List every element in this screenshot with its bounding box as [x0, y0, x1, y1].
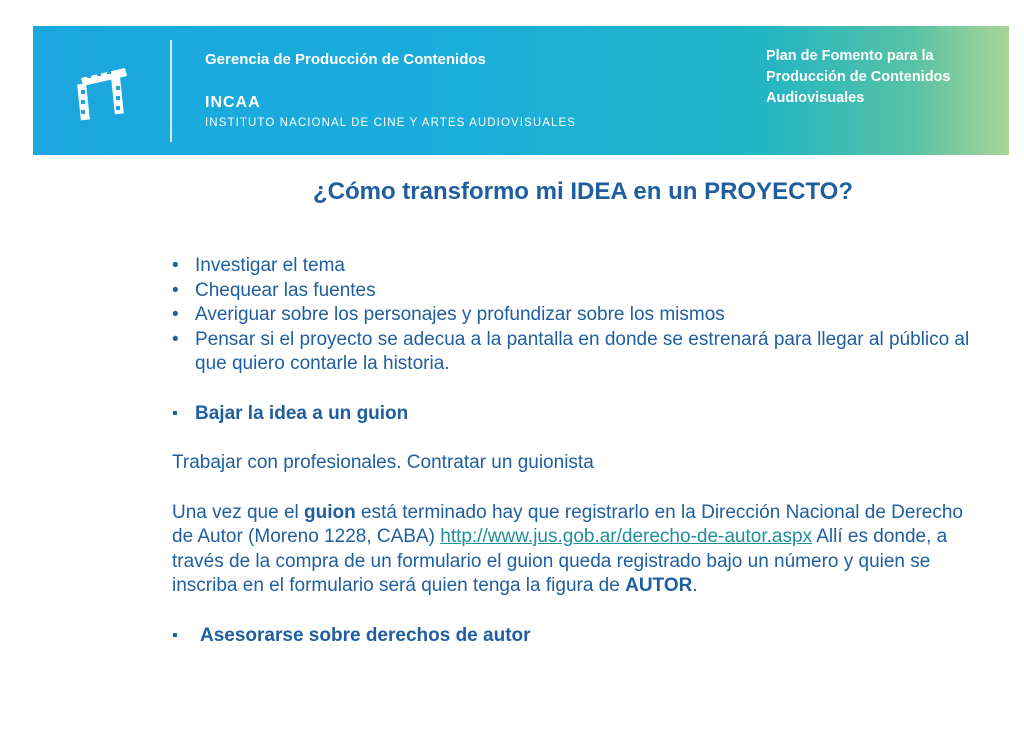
bullet-icon: • — [172, 279, 179, 301]
section-heading-derechos: ▪ Asesorarse sobre derechos de autor — [172, 624, 982, 649]
paragraph-professionals: Trabajar con profesionales. Contratar un guionista — [172, 452, 594, 473]
registry-link[interactable]: http://www.jus.gob.ar/derecho-de-autor.aspx — [440, 526, 813, 547]
plan-title-line: Audiovisuales — [766, 90, 865, 106]
plan-title-line: Plan de Fomento para la — [766, 48, 934, 64]
banner-divider — [170, 40, 172, 142]
list-item: • Investigar el tema — [172, 254, 982, 279]
org-full-name: INSTITUTO NACIONAL DE CINE Y ARTES AUDIOVISUALES — [205, 117, 577, 129]
department-name: Gerencia de Producción de Contenidos — [205, 51, 486, 68]
bullet-list — [172, 254, 982, 377]
square-bullet-icon: ▪ — [172, 626, 178, 644]
plan-title-line: Producción de Contenidos — [766, 69, 951, 85]
list-item: • Pensar si el proyecto se adecua a la pantalla en donde se estrenará para llegar al público al que quiero contarle la historia. — [172, 328, 970, 374]
bullet-icon: • — [172, 255, 179, 276]
paragraph-registration: Una vez que el guion está terminado hay que registrarlo en la Dirección Nacional de Derecho de Autor (Moreno 1228, CABA) http://www.jus.gob.ar/derecho-de-autor.aspx Allí es donde, a través de la compra de un formulario el guion queda registrado bajo un número y quien se inscriba en el formulario será quien tenga la figura de AUTOR. — [172, 501, 964, 596]
list-item: • Averiguar sobre los personajes y profundizar sobre los mismos — [172, 303, 982, 328]
bullet-icon: • — [172, 304, 179, 325]
film-strip-logo-icon — [71, 64, 133, 122]
org-short-name: INCAA — [205, 94, 261, 111]
plan-title — [766, 46, 1001, 109]
slide-content — [172, 254, 982, 648]
bullet-icon: • — [172, 328, 179, 350]
header-banner — [33, 26, 1009, 155]
list-item: • Chequear las fuentes — [172, 279, 982, 304]
page-title: ¿Cómo transformo mi IDEA en un PROYECTO? — [312, 178, 854, 205]
square-bullet-icon: ▪ — [172, 404, 178, 422]
section-heading-guion: ▪ Bajar la idea a un guion — [172, 402, 982, 427]
